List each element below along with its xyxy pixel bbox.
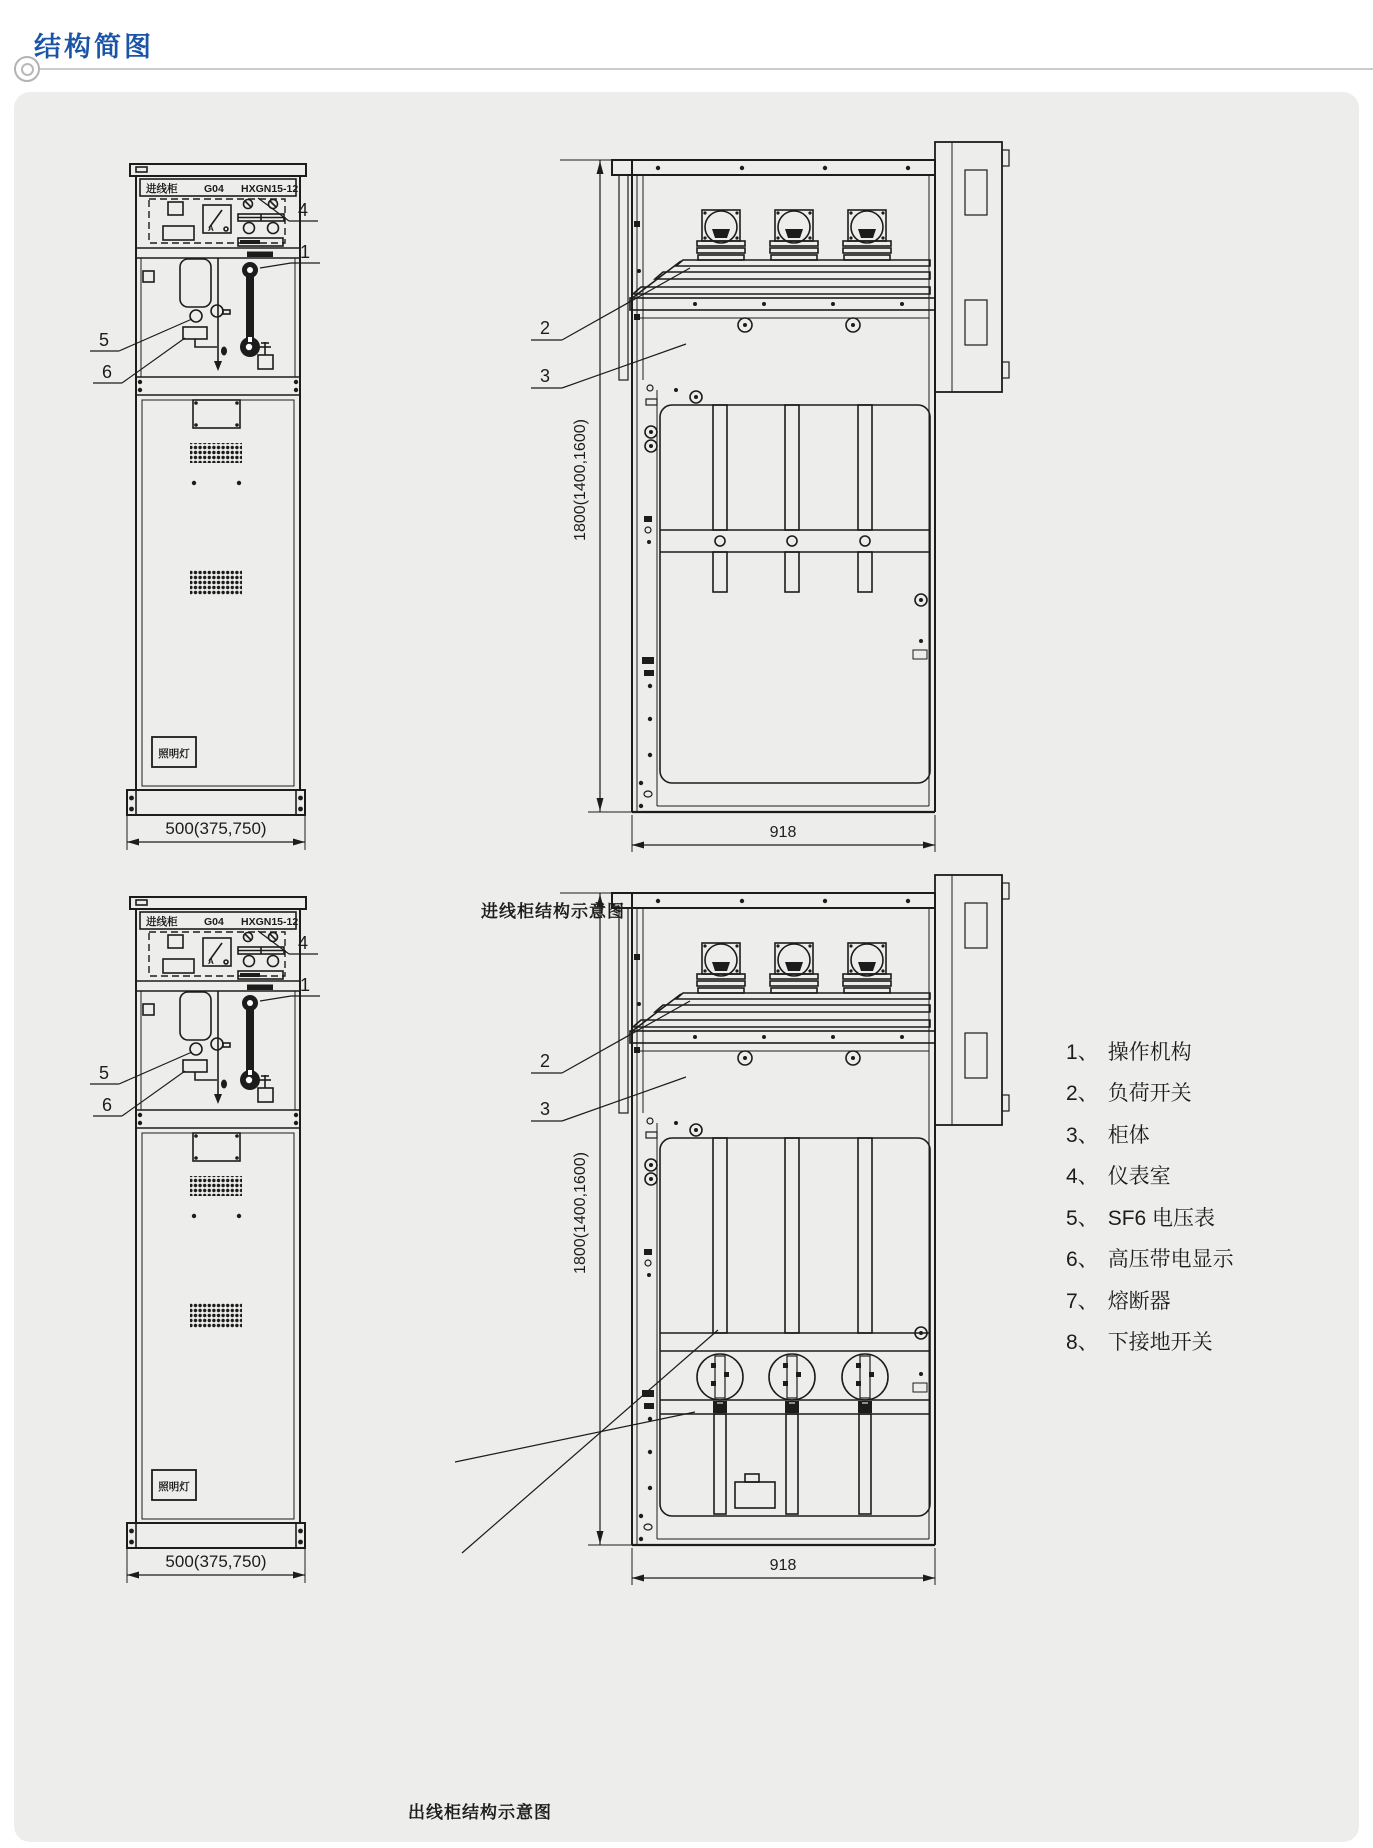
vent-grille [190,443,242,463]
cabinet-side-view [531,142,1009,852]
legend-item-number: 6、 [1066,1248,1099,1272]
legend-item-label: 操作机构 [1107,1040,1192,1064]
legend-item-label: SF6 电压表 [1107,1206,1216,1230]
cabinet-name-label: 进线柜 [146,183,178,195]
vent-grille [190,570,242,595]
callout-1: 1 [299,242,311,262]
legend-item-2 [1066,1072,1234,1114]
cabinet-front-view [90,164,320,850]
legend-item-number: 1、 [1066,1040,1099,1064]
callout-2: 2 [539,318,551,338]
fuse-phase-a [697,1354,743,1400]
cabinet-code-label: G04 [204,183,224,195]
callout-5: 5 [98,330,110,350]
callout-3: 3 [539,366,551,386]
legend-item-label: 仪表室 [1107,1165,1171,1189]
fuse-phase-b [769,1354,815,1400]
legend-item-6 [1066,1238,1234,1280]
legend-item-4 [1066,1155,1234,1197]
width-dimension: 500(375,750) [165,819,267,838]
outgoing-diagram-caption: 出线柜结构示意图 [408,1803,552,1822]
section-bullet-inner-ring [21,63,34,76]
cabinet-model-label: HXGN15-12 [241,183,299,195]
legend-item-number: 5、 [1066,1206,1099,1230]
legend-item-5 [1066,1196,1234,1238]
legend-item-3 [1066,1113,1234,1155]
legend-item-8 [1066,1321,1234,1363]
callout-6: 6 [101,362,113,382]
legend-item-label: 柜体 [1107,1123,1150,1147]
legend-item-number: 4、 [1066,1165,1099,1189]
height-dimension: 1800(1400,1600) [572,419,589,541]
fuse-phase-c [842,1354,888,1400]
legend-item-number: 8、 [1066,1331,1099,1355]
parts-legend [1066,1030,1234,1362]
outgoing-cabinet-side-view [531,875,1009,1585]
incoming-side-interior [660,405,930,592]
section-bullet-icon [14,56,40,82]
lamp-label: 照明灯 [158,748,190,760]
incoming-diagram-caption: 进线柜结构示意图 [481,902,625,921]
legend-item-label: 熔断器 [1107,1289,1171,1313]
depth-dimension: 918 [769,824,797,841]
legend-item-label: 下接地开关 [1107,1331,1213,1355]
outgoing-cabinet-front-view [90,897,320,1583]
ammeter-label: A [208,224,214,233]
callout-4: 4 [297,200,309,220]
legend-item-number: 7、 [1066,1289,1099,1313]
page-title: 结构简图 [34,32,154,62]
legend-item-number: 2、 [1066,1082,1099,1106]
legend-item-label: 高压带电显示 [1107,1248,1234,1272]
legend-item-label: 负荷开关 [1107,1082,1192,1106]
outgoing-side-interior [455,1138,930,1553]
legend-item-1 [1066,1030,1234,1072]
legend-item-7 [1066,1279,1234,1321]
legend-item-number: 3、 [1066,1123,1099,1147]
